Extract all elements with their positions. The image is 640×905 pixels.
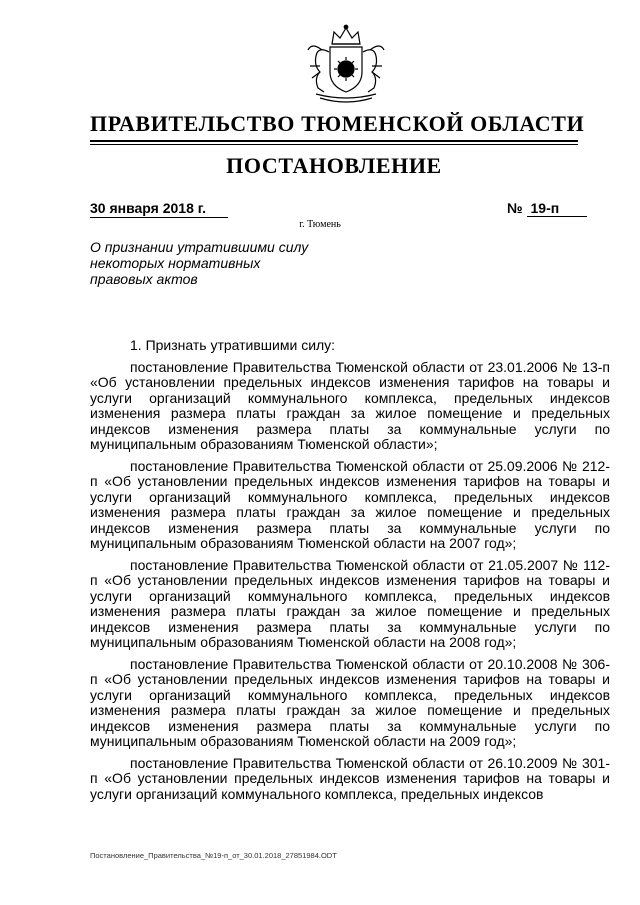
tyumen-coat-of-arms-icon (302, 22, 390, 108)
header-rule-thick (90, 140, 578, 142)
number-label: № (507, 200, 523, 216)
header-rule-thin (90, 144, 578, 145)
footer-filename: Постановление_Правительства_№19-п_от_30.01.2018_27851984.ODT (90, 851, 337, 860)
document-date: 30 января 2018 г. (90, 200, 228, 218)
document-subject (90, 239, 330, 287)
document-type: ПОСТАНОВЛЕНИЕ (226, 153, 442, 178)
body-paragraph: постановление Правительства Тюменской области от 21.05.2007 № 112-п «Об установлении предельных индексов изменения тарифов на товары и услуги организаций коммунального комплекса, предельных индексов изменения размера платы граждан за жилое помещение и предельных индексов изменения размера платы за коммунальные услуги по муниципальным образованиям Тюменской области на 2008 год»; (90, 556, 610, 650)
body-paragraph: постановление Правительства Тюменской области от 20.10.2008 № 306-п «Об установлении предельных индексов изменения тарифов на товары и услуги организаций коммунального комплекса, предельных индексов изменения размера платы граждан за жилое помещение и предельных индексов изменения размера платы за коммунальные услуги по муниципальным образованиям Тюменской области на 2009 год»; (90, 655, 610, 749)
document-number (507, 200, 587, 217)
subject-line: О признании утратившими силу (90, 239, 309, 255)
body-paragraph: 1. Признать утратившими силу: (130, 337, 336, 353)
subject-line: некоторых нормативных (90, 255, 261, 271)
city: г. Тюмень (299, 219, 341, 230)
number-value: 19-п (527, 200, 587, 217)
document-body (90, 338, 610, 808)
body-paragraph: постановление Правительства Тюменской области от 26.10.2009 № 301-п «Об установлении предельных индексов изменения тарифов на товары и услуги организаций коммунального комплекса, предельных индексов (90, 754, 610, 802)
subject-line: правовых актов (90, 271, 198, 287)
government-title: ПРАВИТЕЛЬСТВО ТЮМЕНСКОЙ ОБЛАСТИ (90, 111, 585, 136)
body-paragraph: постановление Правительства Тюменской области от 25.09.2006 № 212-п «Об установлении предельных индексов изменения тарифов на товары и услуги организаций коммунального комплекса, предельных индексов изменения размера платы граждан за жилое помещение и предельных индексов изменения размера платы за коммунальные услуги по муниципальным образованиям Тюменской области на 2007 год»; (90, 457, 610, 551)
body-paragraph: постановление Правительства Тюменской области от 23.01.2006 № 13-п «Об установлении предельных индексов изменения тарифов на товары и услуги организаций коммунального комплекса, предельных индексов изменения размера платы граждан за жилое помещение и предельных индексов изменения размера платы за коммунальные услуги по муниципальным образованиям Тюменской области»; (90, 358, 610, 452)
